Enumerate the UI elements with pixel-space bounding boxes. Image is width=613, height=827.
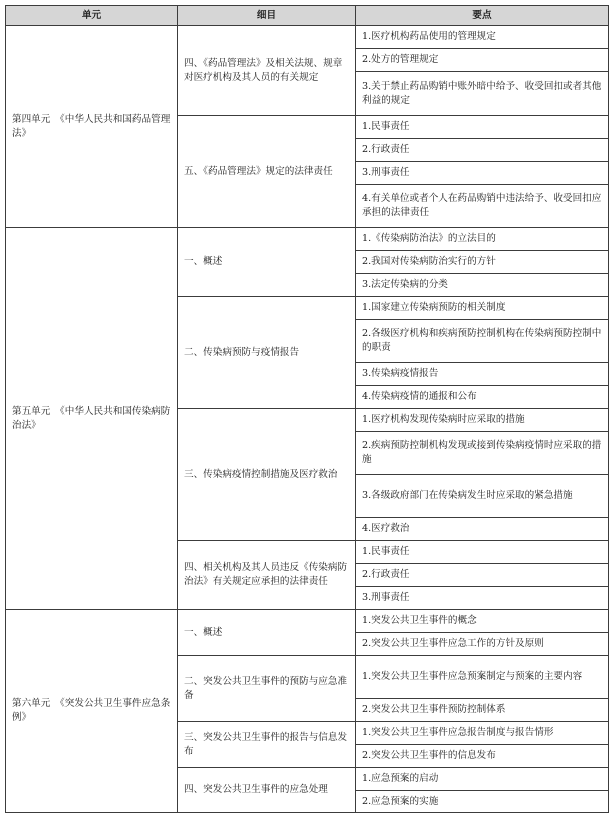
point-cell: 1.《传染病防治法》的立法目的	[356, 228, 609, 251]
point-cell: 1.医疗机构发现传染病时应采取的措施	[356, 409, 609, 432]
point-cell: 3.刑事责任	[356, 162, 609, 185]
point-cell: 3.刑事责任	[356, 587, 609, 610]
item-cell: 三、突发公共卫生事件的报告与信息发布	[178, 722, 356, 768]
item-cell: 二、突发公共卫生事件的预防与应急准备	[178, 656, 356, 722]
header-unit: 单元	[6, 6, 178, 26]
point-cell: 4.传染病疫情的通报和公布	[356, 386, 609, 409]
point-cell: 3.各级政府部门在传染病发生时应采取的紧急措施	[356, 475, 609, 518]
point-cell: 2.处方的管理规定	[356, 49, 609, 72]
item-cell: 三、传染病疫情控制措施及医疗救治	[178, 409, 356, 541]
unit-cell: 第四单元 《中华人民共和国药品管理法》	[6, 26, 178, 228]
point-cell: 4.医疗救治	[356, 518, 609, 541]
point-cell: 1.民事责任	[356, 541, 609, 564]
point-cell: 2.疾病预防控制机构发现或接到传染病疫情时应采取的措施	[356, 432, 609, 475]
point-cell: 2.行政责任	[356, 564, 609, 587]
header-point: 要点	[356, 6, 609, 26]
item-cell: 四、《药品管理法》及相关法规、规章对医疗机构及其人员的有关规定	[178, 26, 356, 116]
unit-cell: 第五单元 《中华人民共和国传染病防治法》	[6, 228, 178, 610]
point-cell: 2.突发公共卫生事件应急工作的方针及原则	[356, 633, 609, 656]
header-item: 细目	[178, 6, 356, 26]
item-cell: 二、传染病预防与疫情报告	[178, 297, 356, 409]
unit-cell: 第六单元 《突发公共卫生事件应急条例》	[6, 610, 178, 813]
point-cell: 1.国家建立传染病预防的相关制度	[356, 297, 609, 320]
point-cell: 2.突发公共卫生事件预防控制体系	[356, 699, 609, 722]
point-cell: 1.突发公共卫生事件应急报告制度与报告情形	[356, 722, 609, 745]
item-cell: 五、《药品管理法》规定的法律责任	[178, 116, 356, 228]
point-cell: 1.突发公共卫生事件应急预案制定与预案的主要内容	[356, 656, 609, 699]
point-cell: 3.关于禁止药品购销中账外暗中给予、收受回扣或者其他利益的规定	[356, 72, 609, 116]
point-cell: 4.有关单位或者个人在药品购销中违法给予、收受回扣应承担的法律责任	[356, 185, 609, 228]
syllabus-table	[5, 5, 609, 813]
point-cell: 1.突发公共卫生事件的概念	[356, 610, 609, 633]
point-cell: 1.应急预案的启动	[356, 768, 609, 791]
point-cell: 2.行政责任	[356, 139, 609, 162]
point-cell: 2.突发公共卫生事件的信息发布	[356, 745, 609, 768]
point-cell: 1.民事责任	[356, 116, 609, 139]
item-cell: 一、概述	[178, 228, 356, 297]
point-cell: 3.法定传染病的分类	[356, 274, 609, 297]
item-cell: 一、概述	[178, 610, 356, 656]
point-cell: 2.应急预案的实施	[356, 791, 609, 813]
header-row	[6, 6, 609, 26]
point-cell: 1.医疗机构药品使用的管理规定	[356, 26, 609, 49]
point-cell: 2.我国对传染病防治实行的方针	[356, 251, 609, 274]
item-cell: 四、相关机构及其人员违反《传染病防治法》有关规定应承担的法律责任	[178, 541, 356, 610]
point-cell: 3.传染病疫情报告	[356, 363, 609, 386]
item-cell: 四、突发公共卫生事件的应急处理	[178, 768, 356, 813]
point-cell: 2.各级医疗机构和疾病预防控制机构在传染病预防控制中的职责	[356, 320, 609, 363]
